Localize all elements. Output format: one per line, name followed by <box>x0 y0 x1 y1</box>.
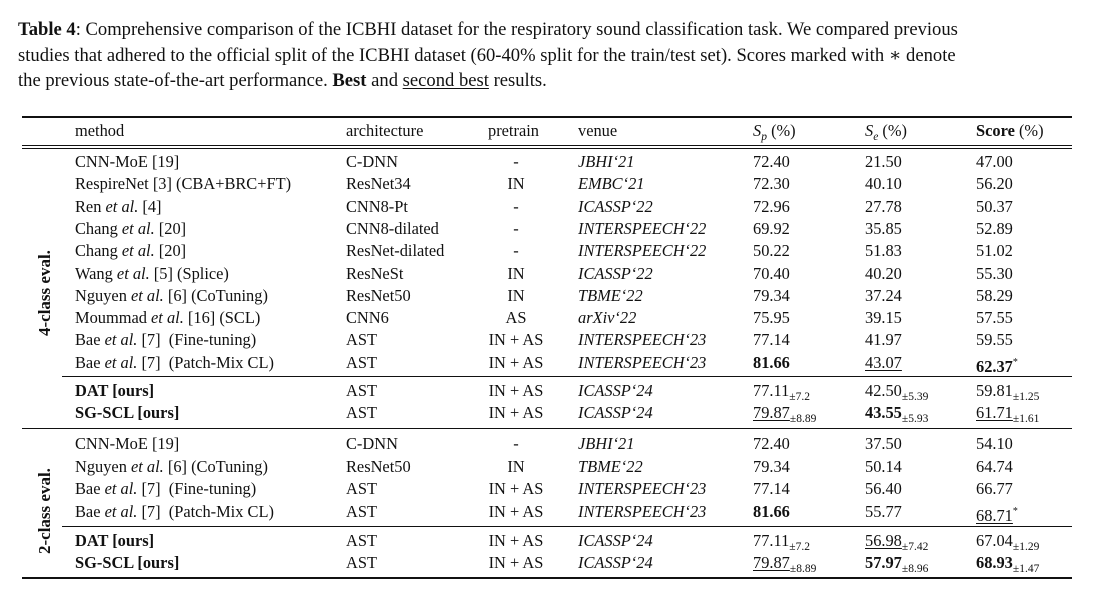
cell-venue: JBHI‘21 <box>578 434 635 453</box>
cell-pretrain: - <box>513 218 519 238</box>
cell-venue: EMBC‘21 <box>578 174 645 194</box>
method-name: Bae <box>75 352 105 372</box>
cell-sp <box>753 456 790 478</box>
cell-method: SG-SCL [ours] <box>75 553 180 572</box>
std-score: ±1.61 <box>1012 413 1040 425</box>
cell-architecture: AST <box>346 352 377 372</box>
value-score: 61.71 <box>976 403 1013 422</box>
method-ref: [16] (SCL) <box>183 308 261 328</box>
cell-pretrain: IN <box>507 263 525 283</box>
method-ref: [20] <box>154 241 187 261</box>
top-rule <box>22 116 1072 118</box>
cell-sp <box>753 478 790 500</box>
cell-architecture: C-DNN <box>346 152 398 171</box>
value-sp: 77.14 <box>753 330 790 350</box>
cell-method <box>75 240 186 262</box>
cell-method: CNN-MoE [19] <box>75 152 180 171</box>
cell-pretrain: IN + AS <box>488 381 544 400</box>
table-row <box>0 501 1108 523</box>
cell-venue: ICASSP‘24 <box>578 381 653 400</box>
table-row <box>0 329 1108 351</box>
table-row <box>0 433 1108 455</box>
cell-score <box>976 329 1013 351</box>
value-se: 43.55 <box>865 403 902 422</box>
cell-architecture: ResNeSt <box>346 263 404 283</box>
cell-venue: arXiv‘22 <box>578 308 637 328</box>
value-score: 62.37 <box>976 356 1013 376</box>
method-etal: et al. <box>104 501 138 521</box>
caption-text-1: : Comprehensive comparison of the ICBHI dataset for the respiratory sound classification task. We compared previous <box>75 19 958 40</box>
group-label-4class: 4-class eval. <box>35 250 54 336</box>
table-row <box>0 285 1108 307</box>
cell-method: SG-SCL [ours] <box>75 403 180 422</box>
cell-method <box>75 263 229 285</box>
method-etal: et al. <box>104 479 138 498</box>
method-etal: et al. <box>131 285 164 305</box>
cell-pretrain: IN + AS <box>488 403 544 422</box>
cell-method <box>75 196 162 218</box>
caption-line-1 <box>18 17 1090 43</box>
cell-method <box>75 285 268 307</box>
cell-method: DAT [ours] <box>75 531 155 550</box>
method-ref: [5] (Splice) <box>149 263 229 283</box>
table-row <box>0 218 1108 240</box>
value-score: 66.77 <box>976 479 1013 498</box>
method-name: Nguyen <box>75 285 131 305</box>
cell-se <box>865 307 902 329</box>
cell-score <box>976 552 1039 580</box>
table-row <box>0 352 1108 374</box>
cell-se <box>865 329 902 351</box>
value-se: 27.78 <box>865 196 902 216</box>
cell-score <box>976 196 1013 218</box>
value-sp: 79.34 <box>753 456 790 476</box>
value-score: 50.37 <box>976 196 1013 216</box>
cell-method <box>75 329 256 351</box>
value-se: 42.50 <box>865 381 902 400</box>
cell-venue: INTERSPEECH‘23 <box>578 479 707 498</box>
cell-se <box>865 456 902 478</box>
cell-score <box>976 151 1013 173</box>
value-score: 51.02 <box>976 241 1013 261</box>
cell-venue: TBME‘22 <box>578 456 643 476</box>
value-sp: 81.66 <box>753 501 790 521</box>
caption-line-3 <box>18 68 1090 94</box>
value-score: 67.04 <box>976 531 1013 550</box>
value-sp: 79.87 <box>753 403 790 422</box>
cell-sp <box>753 196 790 218</box>
caption-and: and <box>371 70 399 91</box>
cell-venue: ICASSP‘22 <box>578 196 653 216</box>
value-score: 52.89 <box>976 218 1013 238</box>
cell-se <box>865 478 902 500</box>
cell-pretrain: AS <box>505 308 527 328</box>
cell-se <box>865 218 902 240</box>
value-se: 37.24 <box>865 285 902 305</box>
method-name: Bae <box>75 330 105 350</box>
cell-se <box>865 173 902 195</box>
header-score: Score (%) <box>976 121 1044 140</box>
cell-sp <box>753 307 790 329</box>
value-se: 56.40 <box>865 479 902 498</box>
cell-sp <box>753 173 790 195</box>
std-sp: ±7.2 <box>789 541 810 553</box>
header-pretrain: pretrain <box>488 121 539 140</box>
std-se: ±5.39 <box>901 391 929 403</box>
cell-sp <box>753 263 790 285</box>
cell-architecture: AST <box>346 479 377 498</box>
value-score: 56.20 <box>976 174 1013 194</box>
cell-sp <box>753 151 790 173</box>
value-score: 59.81 <box>976 381 1013 400</box>
value-se: 57.97 <box>865 553 902 572</box>
cell-architecture: AST <box>346 330 377 350</box>
method-name: Bae <box>75 501 105 521</box>
value-sp: 70.40 <box>753 263 790 283</box>
table-header <box>0 120 1108 142</box>
cell-architecture: CNN6 <box>346 308 389 328</box>
group-label-2class: 2-class eval. <box>35 468 54 554</box>
method-ref: [7] (Patch-Mix CL) <box>137 352 274 372</box>
table-row <box>0 552 1108 574</box>
table-caption <box>18 17 1090 94</box>
header-venue: venue <box>578 121 618 140</box>
cell-se <box>865 433 902 455</box>
value-sp: 77.11 <box>753 381 790 400</box>
caption-text-3: the previous state-of-the-art performance. <box>18 70 328 91</box>
cell-pretrain: IN + AS <box>488 501 544 521</box>
caption-best: Best <box>332 70 367 91</box>
cell-venue: INTERSPEECH‘23 <box>578 352 707 372</box>
cell-score <box>976 240 1013 262</box>
cell-score <box>976 433 1013 455</box>
cell-se <box>865 552 928 580</box>
cell-venue: TBME‘22 <box>578 285 643 305</box>
cell-se <box>865 196 902 218</box>
cell-method: DAT [ours] <box>75 381 155 400</box>
cell-method: RespireNet [3] (CBA+BRC+FT) <box>75 174 292 194</box>
value-se: 35.85 <box>865 218 902 238</box>
cell-score <box>976 478 1013 500</box>
cell-sp <box>753 285 790 307</box>
ours-rule-2class <box>62 526 1072 527</box>
cell-sp <box>753 402 816 430</box>
value-score: 59.55 <box>976 330 1013 350</box>
table-row <box>0 196 1108 218</box>
std-se: ±8.96 <box>901 563 929 575</box>
cell-method <box>75 218 186 240</box>
cell-pretrain: IN <box>507 285 525 305</box>
cell-venue: ICASSP‘22 <box>578 263 653 283</box>
sota-marker: * <box>1012 505 1018 517</box>
header-sp: $S_p$ (%) <box>753 121 796 143</box>
cell-score <box>976 285 1013 307</box>
cell-sp <box>753 240 790 262</box>
cell-sp <box>753 352 790 374</box>
value-se: 21.50 <box>865 152 902 171</box>
header-rule-2 <box>22 148 1072 149</box>
value-sp: 81.66 <box>753 352 790 372</box>
value-score: 64.74 <box>976 456 1013 476</box>
cell-pretrain: IN <box>507 174 525 194</box>
cell-venue: ICASSP‘24 <box>578 403 653 422</box>
method-etal: et al. <box>104 352 138 372</box>
method-name: Bae <box>75 479 105 498</box>
cell-se <box>865 151 902 173</box>
cell-sp <box>753 501 790 523</box>
cell-architecture: AST <box>346 531 377 550</box>
method-etal: et al. <box>151 308 184 328</box>
value-score: 55.30 <box>976 263 1013 283</box>
cell-architecture: AST <box>346 553 377 572</box>
cell-architecture: AST <box>346 501 377 521</box>
table-row <box>0 380 1108 402</box>
cell-pretrain: - <box>513 434 519 453</box>
method-ref: [6] (CoTuning) <box>163 456 268 476</box>
cell-architecture: ResNet50 <box>346 285 411 305</box>
cell-venue: JBHI‘21 <box>578 152 635 171</box>
cell-architecture: ResNet-dilated <box>346 241 445 261</box>
cell-sp <box>753 329 790 351</box>
value-sp: 72.96 <box>753 196 790 216</box>
header-rule-1 <box>22 145 1072 146</box>
table-row <box>0 530 1108 552</box>
cell-pretrain: IN + AS <box>488 330 544 350</box>
method-ref: [6] (CoTuning) <box>163 285 268 305</box>
std-score: ±1.29 <box>1012 541 1040 553</box>
cell-architecture: C-DNN <box>346 434 398 453</box>
header-architecture: architecture <box>346 121 424 140</box>
cell-score <box>976 352 1018 378</box>
method-ref: [4] <box>138 196 162 216</box>
cell-se <box>865 263 902 285</box>
value-score: 68.93 <box>976 553 1013 572</box>
method-etal: et al. <box>104 330 138 350</box>
cell-score <box>976 173 1013 195</box>
cell-pretrain: IN + AS <box>488 531 544 550</box>
method-ref: [7] (Fine-tuning) <box>137 479 257 498</box>
table-row <box>0 456 1108 478</box>
std-se: ±7.42 <box>901 541 929 553</box>
value-se: 37.50 <box>865 434 902 453</box>
method-name: Nguyen <box>75 456 131 476</box>
cell-method <box>75 307 260 329</box>
cell-se <box>865 285 902 307</box>
cell-pretrain: - <box>513 196 519 216</box>
method-etal: et al. <box>105 196 139 216</box>
value-score: 68.71 <box>976 505 1013 525</box>
cell-se <box>865 402 928 430</box>
value-sp: 50.22 <box>753 241 790 261</box>
caption-results: results. <box>493 70 547 91</box>
value-sp: 79.34 <box>753 285 790 305</box>
cell-sp <box>753 552 816 580</box>
value-se: 40.20 <box>865 263 902 283</box>
std-score: ±1.47 <box>1012 563 1040 575</box>
table-row <box>0 478 1108 500</box>
ours-rule-4class <box>62 376 1072 377</box>
cell-pretrain: IN + AS <box>488 352 544 372</box>
method-name: Chang <box>75 218 122 238</box>
method-name: Ren <box>75 196 106 216</box>
value-sp: 75.95 <box>753 308 790 328</box>
cell-architecture: CNN8-dilated <box>346 218 439 238</box>
value-score: 54.10 <box>976 434 1013 453</box>
table-row <box>0 307 1108 329</box>
cell-pretrain: IN + AS <box>488 479 544 498</box>
value-sp: 72.40 <box>753 152 790 171</box>
cell-venue: ICASSP‘24 <box>578 553 653 572</box>
std-se: ±5.93 <box>901 413 929 425</box>
method-etal: et al. <box>131 456 164 476</box>
cell-venue: INTERSPEECH‘22 <box>578 218 707 238</box>
cell-venue: ICASSP‘24 <box>578 531 653 550</box>
cell-pretrain: - <box>513 152 519 171</box>
value-se: 51.83 <box>865 241 902 261</box>
value-se: 56.98 <box>865 531 902 550</box>
value-sp: 69.92 <box>753 218 790 238</box>
std-score: ±1.25 <box>1012 391 1040 403</box>
value-se: 41.97 <box>865 330 902 350</box>
cell-method: CNN-MoE [19] <box>75 434 180 453</box>
value-se: 40.10 <box>865 174 902 194</box>
cell-architecture: AST <box>346 403 377 422</box>
cell-se <box>865 352 902 374</box>
header-se: $S_e$ (%) <box>865 121 907 143</box>
value-se: 39.15 <box>865 308 902 328</box>
value-sp: 77.11 <box>753 531 790 550</box>
cell-method <box>75 478 256 500</box>
method-name: Moummad <box>75 308 152 328</box>
cell-architecture: AST <box>346 381 377 400</box>
method-ref: [7] (Fine-tuning) <box>137 330 257 350</box>
cell-method <box>75 501 274 523</box>
caption-second-best: second best <box>402 70 489 91</box>
header-method: method <box>75 121 125 140</box>
method-etal: et al. <box>121 241 155 261</box>
method-ref: [20] <box>154 218 187 238</box>
value-sp: 72.40 <box>753 434 790 453</box>
cell-method <box>75 352 274 374</box>
cell-venue: INTERSPEECH‘22 <box>578 241 707 261</box>
value-se: 43.07 <box>865 352 902 372</box>
table-row <box>0 151 1108 173</box>
cell-score <box>976 402 1039 430</box>
cell-score <box>976 263 1013 285</box>
cell-venue: INTERSPEECH‘23 <box>578 501 707 521</box>
table-row <box>0 402 1108 424</box>
method-ref: [7] (Patch-Mix CL) <box>137 501 274 521</box>
value-se: 50.14 <box>865 456 902 476</box>
value-score: 47.00 <box>976 152 1013 171</box>
cell-score <box>976 456 1013 478</box>
value-score: 58.29 <box>976 285 1013 305</box>
std-sp: ±8.89 <box>789 413 817 425</box>
cell-sp <box>753 218 790 240</box>
cell-architecture: ResNet50 <box>346 456 411 476</box>
cell-architecture: CNN8-Pt <box>346 196 408 216</box>
value-sp: 72.30 <box>753 174 790 194</box>
std-sp: ±7.2 <box>789 391 810 403</box>
cell-se <box>865 240 902 262</box>
value-se: 55.77 <box>865 501 902 521</box>
caption-label: Table 4 <box>18 19 76 40</box>
cell-pretrain: - <box>513 241 519 261</box>
std-sp: ±8.89 <box>789 563 817 575</box>
method-etal: et al. <box>121 218 155 238</box>
cell-sp <box>753 433 790 455</box>
cell-score <box>976 501 1018 527</box>
value-sp: 79.87 <box>753 553 790 572</box>
value-score: 57.55 <box>976 308 1013 328</box>
table-row <box>0 173 1108 195</box>
method-name: Chang <box>75 241 122 261</box>
table-row <box>0 263 1108 285</box>
value-sp: 77.14 <box>753 479 790 498</box>
caption-line-2: studies that adhered to the official split of the ICBHI dataset (60-40% split for the train/test set). Scores marked with ∗ denote <box>18 44 956 66</box>
cell-se <box>865 501 902 523</box>
cell-method <box>75 456 268 478</box>
cell-pretrain: IN + AS <box>488 553 544 572</box>
cell-score <box>976 307 1013 329</box>
cell-architecture: ResNet34 <box>346 174 411 194</box>
method-name: Wang <box>75 263 117 283</box>
sota-marker: * <box>1012 356 1018 368</box>
cell-venue: INTERSPEECH‘23 <box>578 330 707 350</box>
method-etal: et al. <box>116 263 150 283</box>
cell-score <box>976 218 1013 240</box>
cell-pretrain: IN <box>507 456 525 476</box>
table-row <box>0 240 1108 262</box>
